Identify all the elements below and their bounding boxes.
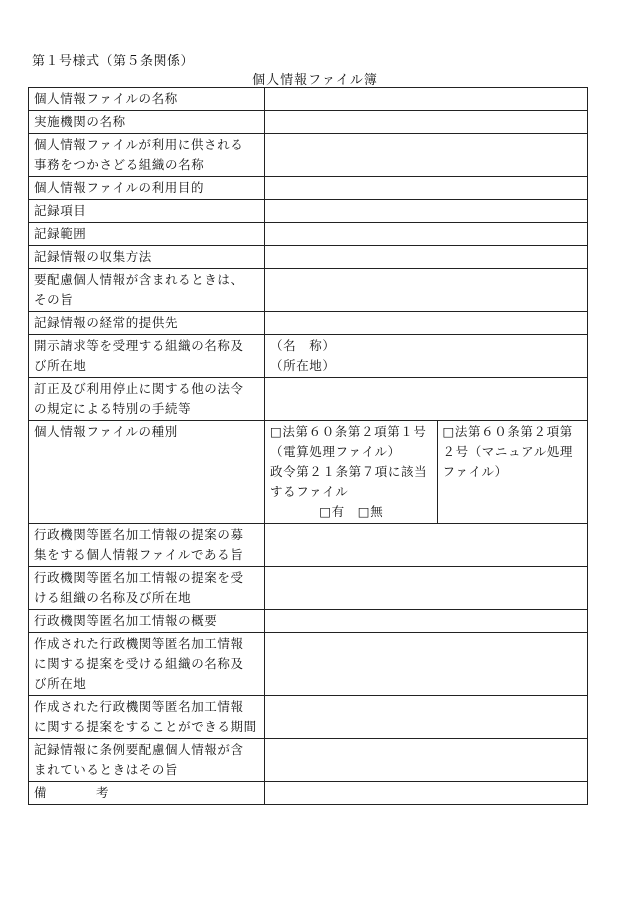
checkbox-computer-file[interactable]: □法第６０条第２項第１号	[270, 424, 427, 439]
value-cell-created-anon-period[interactable]	[265, 696, 588, 739]
office-address-line: （所在地）	[270, 358, 336, 373]
row-label: 個人情報ファイルの名称	[29, 88, 265, 111]
file-type-options	[265, 421, 587, 523]
row-label: 個人情報ファイルが利用に供される 事務をつかさどる組織の名称	[29, 134, 265, 177]
file-type-option-computer: □法第６０条第２項第１号 （電算処理ファイル） 政令第２１条第７項に該当 するファイル □有 □無	[265, 421, 437, 523]
value-cell-anon-summary[interactable]	[265, 610, 588, 633]
value-cell-special-procedures[interactable]	[265, 378, 588, 421]
checkbox-yes-no[interactable]: □有 □無	[319, 504, 384, 519]
row-label: 行政機関等匿名加工情報の提案の募 集をする個人情報ファイルである旨	[29, 524, 265, 567]
row-label: 要配慮個人情報が含まれるときは、 その旨	[29, 269, 265, 312]
file-type-cell	[265, 421, 588, 524]
value-cell-file-name[interactable]	[265, 88, 588, 111]
row-disclosure-office	[29, 335, 588, 378]
checkbox-manual-file[interactable]: □法第６０条第２項第	[442, 424, 573, 439]
row-responsible-org	[29, 134, 588, 177]
value-cell-anon-proposal-office[interactable]	[265, 567, 588, 610]
row-label: 記録情報の収集方法	[29, 246, 265, 269]
row-label: 備 考	[29, 782, 265, 805]
row-label: 記録情報の経常的提供先	[29, 312, 265, 335]
row-created-anon-office	[29, 633, 588, 696]
office-name-line: （名 称）	[270, 338, 336, 353]
row-anon-proposal-office	[29, 567, 588, 610]
row-file-type	[29, 421, 588, 524]
row-label: 行政機関等匿名加工情報の概要	[29, 610, 265, 633]
row-label: 個人情報ファイルの利用目的	[29, 177, 265, 200]
row-anon-summary	[29, 610, 588, 633]
value-cell-regular-recipients[interactable]	[265, 312, 588, 335]
row-label: 記録範囲	[29, 223, 265, 246]
value-cell-anon-proposal-file[interactable]	[265, 524, 588, 567]
row-file-name	[29, 88, 588, 111]
row-record-scope	[29, 223, 588, 246]
value-cell-remarks[interactable]	[265, 782, 588, 805]
row-ordinance-sensitive	[29, 739, 588, 782]
value-cell-purpose[interactable]	[265, 177, 588, 200]
row-anon-proposal-file	[29, 524, 588, 567]
row-collection-method	[29, 246, 588, 269]
value-cell-collection-method[interactable]	[265, 246, 588, 269]
value-cell-record-items[interactable]	[265, 200, 588, 223]
value-cell-sensitive-info[interactable]	[265, 269, 588, 312]
value-cell-record-scope[interactable]	[265, 223, 588, 246]
row-special-procedures	[29, 378, 588, 421]
row-agency-name	[29, 111, 588, 134]
row-label: 個人情報ファイルの種別	[29, 421, 265, 524]
row-purpose	[29, 177, 588, 200]
value-cell-created-anon-office[interactable]	[265, 633, 588, 696]
row-label: 作成された行政機関等匿名加工情報 に関する提案をすることができる期間	[29, 696, 265, 739]
row-sensitive-info	[29, 269, 588, 312]
file-type-option-manual: □法第６０条第２項第 ２号（マニュアル処理 ファイル）	[437, 421, 587, 523]
row-record-items	[29, 200, 588, 223]
value-cell-responsible-org[interactable]	[265, 134, 588, 177]
value-cell-ordinance-sensitive[interactable]	[265, 739, 588, 782]
row-label: 行政機関等匿名加工情報の提案を受 ける組織の名称及び所在地	[29, 567, 265, 610]
row-label: 記録項目	[29, 200, 265, 223]
row-remarks	[29, 782, 588, 805]
document-title: 個人情報ファイル簿	[252, 73, 378, 88]
value-cell-disclosure-office[interactable]	[265, 335, 588, 378]
row-label: 訂正及び利用停止に関する他の法令 の規定による特別の手続等	[29, 378, 265, 421]
row-regular-recipients	[29, 312, 588, 335]
personal-info-file-register	[28, 87, 588, 805]
row-label: 実施機関の名称	[29, 111, 265, 134]
row-label: 作成された行政機関等匿名加工情報 に関する提案を受ける組織の名称及 び所在地	[29, 633, 265, 696]
row-created-anon-period	[29, 696, 588, 739]
row-label: 記録情報に条例要配慮個人情報が含 まれているときはその旨	[29, 739, 265, 782]
value-cell-agency-name[interactable]	[265, 111, 588, 134]
form-number-label: 第１号様式（第５条関係）	[32, 54, 195, 69]
row-label: 開示請求等を受理する組織の名称及 び所在地	[29, 335, 265, 378]
